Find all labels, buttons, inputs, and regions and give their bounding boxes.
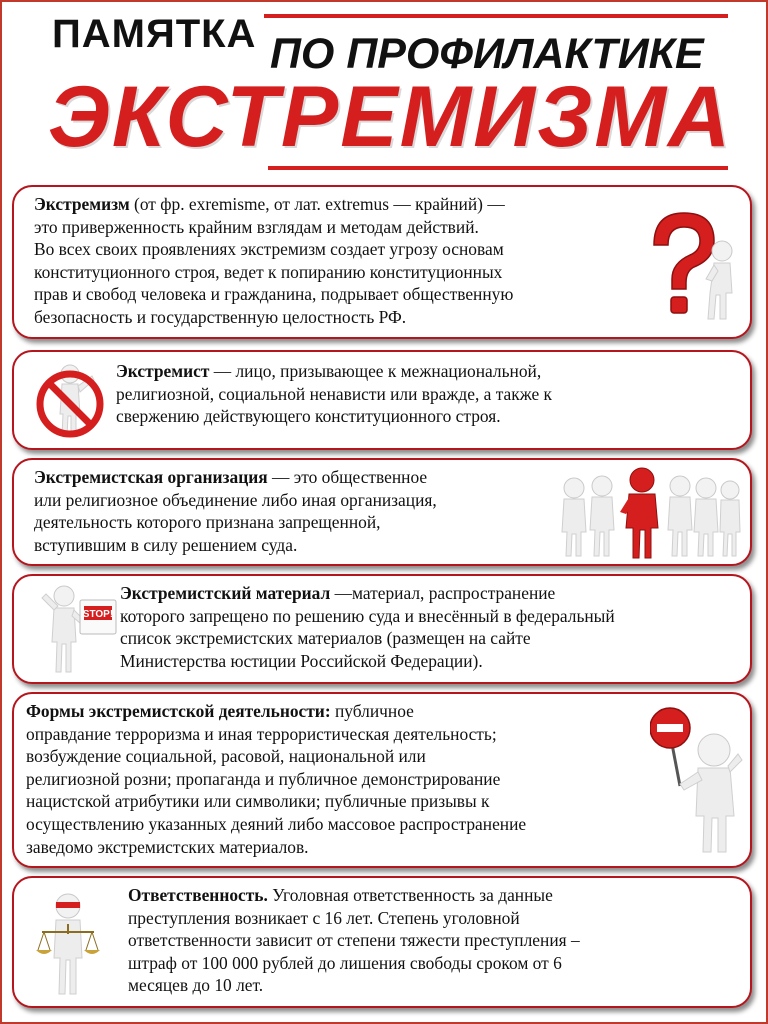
responsibility — [12, 876, 752, 1008]
text-line: религиозной, социальной ненависти или вражде, а также к — [116, 383, 553, 404]
prohibited-figure-icon — [32, 360, 110, 440]
stop-sign-figure-icon — [32, 580, 122, 678]
text-line: деятельность которого признана запрещенной, — [34, 512, 381, 533]
definition-extremist-organization — [12, 458, 752, 566]
term-label: Экстремизм — [34, 194, 130, 214]
text-line: —материал, распространение — [330, 583, 556, 603]
text-line: конституционного строя, ведет к попиранию конституционных — [34, 261, 503, 282]
definition-extremism — [12, 185, 752, 339]
text-line: осуществлению указанных деяний либо массовое распространение — [26, 813, 527, 834]
text-line: — лицо, призывающее к межнациональной, — [209, 361, 542, 381]
text-line: преступления возникает с 16 лет. Степень уголовной — [128, 907, 520, 928]
term-label: Экстремистский материал — [120, 583, 331, 603]
forms-of-extremist-activity — [12, 692, 752, 868]
text-line: религиозной розни; пропаганда и публичное демонстрирование — [26, 768, 501, 789]
forms-activity-text — [26, 700, 656, 858]
text-line: Во всех своих проявлениях экстремизм создает угрозу основам — [34, 239, 504, 260]
no-entry-sign-figure-icon — [650, 704, 746, 856]
text-line: — это общественное — [267, 467, 428, 487]
term-label: Ответственность. — [128, 885, 268, 905]
responsibility-text — [128, 884, 738, 997]
text-line: Уголовная ответственность за данные — [267, 885, 553, 905]
question-mark-figure-icon — [642, 205, 742, 327]
definition-extremist — [12, 350, 752, 450]
header-title-subject: ПО ПРОФИЛАКТИКЕ — [270, 30, 704, 78]
term-label: Экстремистская организация — [34, 467, 268, 487]
text-line: ответственности зависит от степени тяжести преступления – — [128, 930, 580, 951]
header-title-memo: ПАМЯТКА — [52, 12, 257, 56]
justice-scales-figure-icon — [34, 888, 114, 1000]
text-line: вступившим в силу решением суда. — [34, 534, 298, 555]
text-line: или религиозное объединение либо иная организация, — [34, 489, 437, 510]
definition-organization-text — [34, 466, 574, 556]
text-line: безопасность и государственную целостность РФ. — [34, 306, 407, 327]
text-line: это приверженность крайним взглядам и методам действий. — [34, 216, 479, 237]
text-line: Министерства юстиции Российской Федерации). — [120, 650, 483, 671]
text-line: оправдание терроризма и иная террористическая деятельность; — [26, 723, 497, 744]
text-line: нацистской атрибутики или символики; публичные призывы к — [26, 791, 490, 812]
term-label: Экстремист — [116, 361, 210, 381]
text-line: которого запрещено по решению суда и внесённый в федеральный — [120, 605, 615, 626]
term-label: Формы экстремистской деятельности: — [26, 701, 331, 721]
text-line: публичное — [330, 701, 414, 721]
definition-extremist-material — [12, 574, 752, 684]
stop-sign-label: STOP! — [82, 609, 114, 620]
text-line: свержению действующего конституционного строя. — [116, 406, 501, 427]
definition-material-text — [120, 582, 750, 672]
red-figure-in-crowd-icon — [554, 466, 742, 560]
header-title-main: ЭКСТРЕМИЗМА — [48, 69, 733, 165]
text-line: возбуждение социальной, расовой, национальной или — [26, 746, 426, 767]
definition-extremism-text — [34, 193, 654, 329]
text-line: заведомо экстремистских материалов. — [26, 836, 309, 857]
header-rule-top — [264, 14, 728, 18]
text-line: штраф от 100 000 рублей до лишения свободы сроком от 6 — [128, 952, 562, 973]
definition-extremist-text — [116, 360, 746, 428]
header-rule-bottom — [268, 166, 728, 170]
text-line: прав и свобод человека и гражданина, подрывает общественную — [34, 284, 514, 305]
text-line: (от фр. exremisme, от лат. extremus — крайний) — — [129, 194, 505, 214]
text-line: список экстремистских материалов (размещен на сайте — [120, 628, 531, 649]
text-line: месяцев до 10 лет. — [128, 975, 264, 996]
